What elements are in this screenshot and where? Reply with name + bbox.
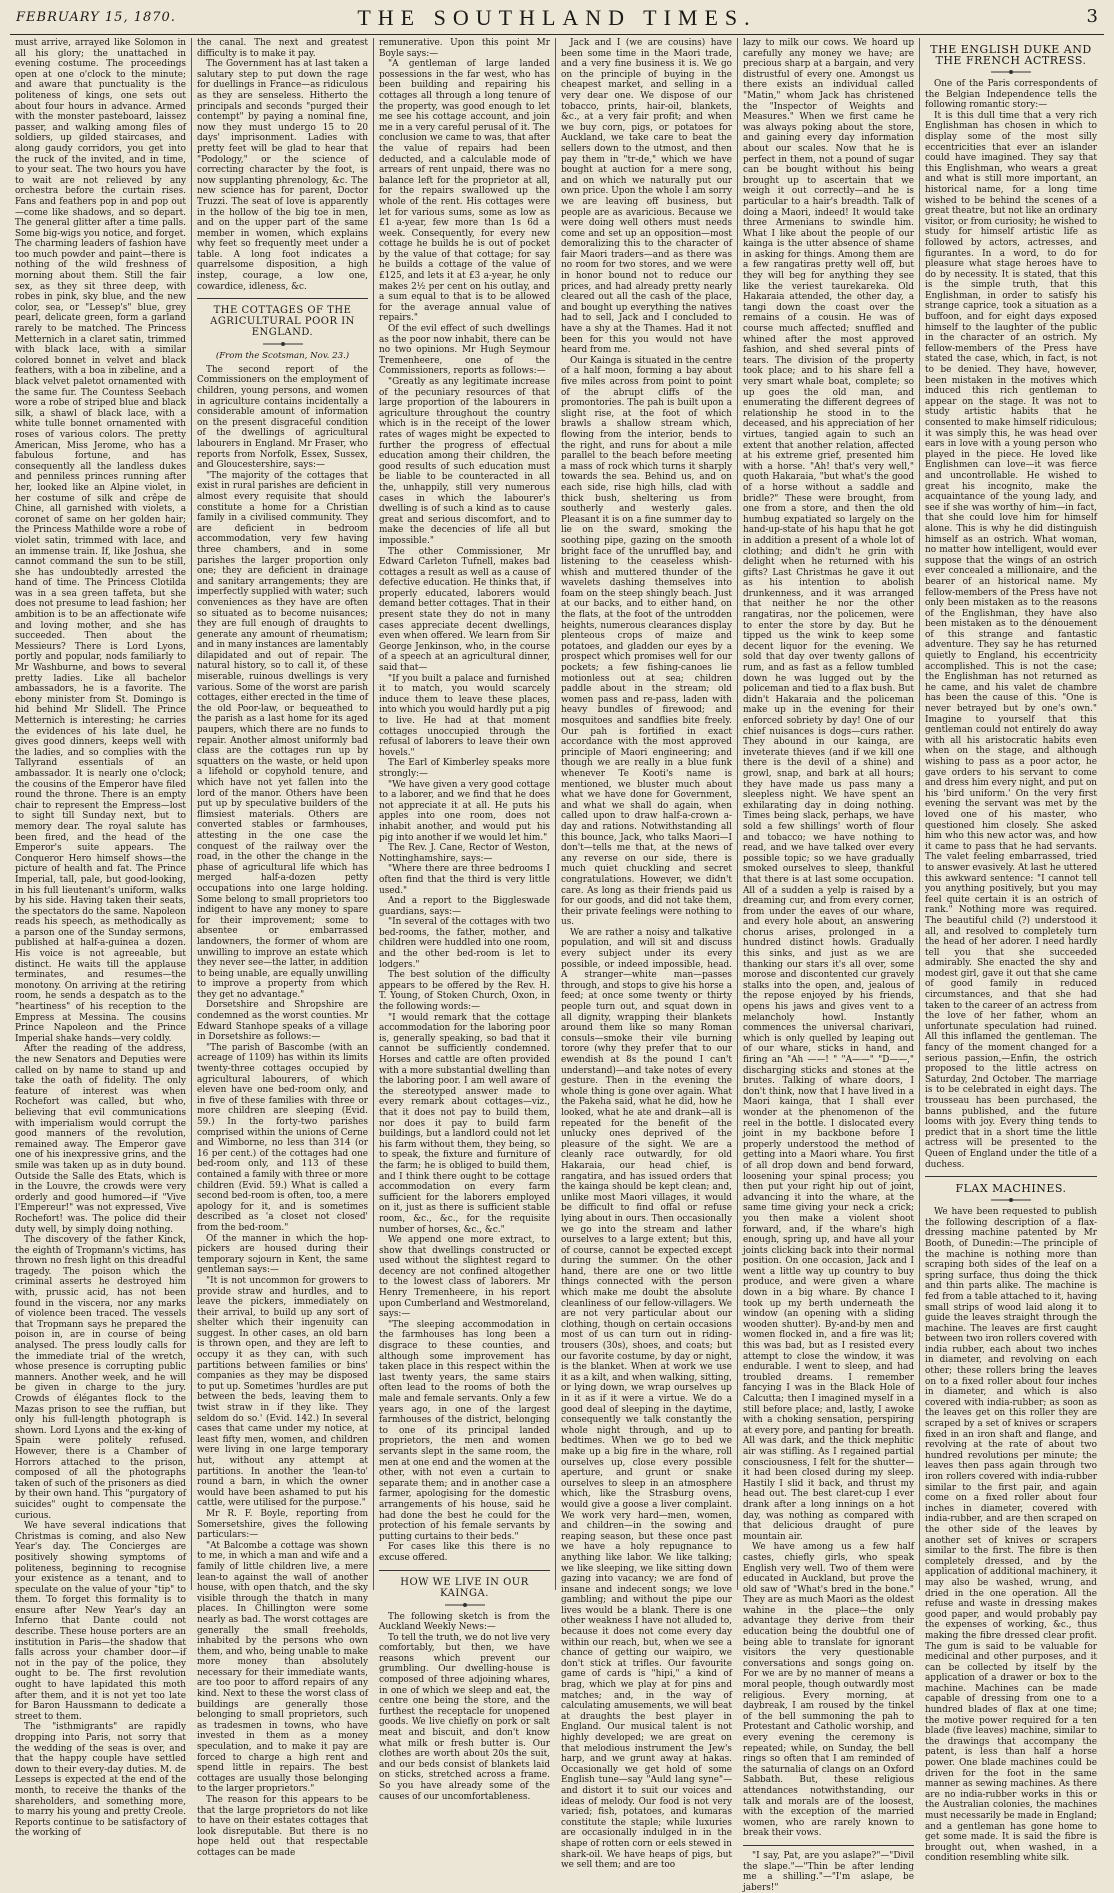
- paragraph: Of the manner in which the hop-pickers are housed during their temporary sojourn in Kent, the same gentleman says:—: [197, 1233, 368, 1276]
- paragraph: One of the Paris correspondents of the Belgian Independence tells the following romantic story:—: [925, 79, 1097, 111]
- paragraph: "The sleeping accommodation in the farmhouses has long been a disgrace to these counties, and although some improvement has taken place in this respect within the last twenty years, the same stairs often lead to the rooms of both the male and female servants. Only a few years ago, in one of the largest farmhouses of the district, belonging to one of its principal landed proprietors, the men and women servants slept in the same room, the men at one end and the women at the other, with not even a curtain to separate them; and in another case a farmer, apologising for the domestic arrangements of his house, said he had done the best he could for the protection of his female servants by putting curtains to their beds.": [379, 1319, 550, 1542]
- page-number: 3: [1086, 6, 1098, 27]
- column-5: [738, 38, 920, 1893]
- paragraph: "A gentleman of large landed possessions in the far west, who has been building and repairing his cottages all through a long tenure of the property, was good enough to let me see his cottage account, and join me in a very careful perusal of it. The conclusion we came to was, that after the value of repairs had been deducted, and a calculable mode of arrears of rent unpaid, there was no balance left for the proprietor at all, for the repairs swallowed up the whole of the rent. His cottages were let for various sums, some as low as £1 a-year, few more than 1s 6d a week. Consequently, for every new cottage he builds he is out of pocket by the value of that cottage; for say he builds a cottage of the value of £125, and lets it at £3 a-year, he only makes 2½ per cent on his outlay, and a sum equal to that is to be allowed for the average annual value of repairs.": [379, 59, 550, 324]
- column-3: [374, 38, 556, 1802]
- paragraph: "The parish of Bascombe (with an acreage of 1109) has within its limits twenty-three cottages occupied by agricultural labourers, of which eleven have one bed-room only, and in five of these families with three or more children are sleeping (Evid. 59.) In the forty-two parishes comprised within the unions of Cerne and Wimborne, no less than 314 (or 16 per cent.) of the cottages had one bed-room only, and 113 of these contained a family with three or more children (Evid. 59.) What is called a second bed-room is often, too, a mere apology for it, and is sometimes described as 'a closet not closed' from the bed-room.": [197, 1042, 368, 1233]
- ornament-divider-icon: [263, 341, 303, 347]
- paragraph: Mr R. F. Boyle, reporting from Somersetshire, gives the following particulars:—: [197, 1508, 368, 1541]
- paragraph: The Rev. J. Cane, Rector of Weston, Nottinghamshire, says:—: [379, 843, 550, 864]
- paragraph: For cases like this there is no excuse offered.: [379, 1542, 550, 1563]
- section-rule: [379, 1570, 550, 1571]
- section-rule: [197, 298, 368, 299]
- closing-joke: "I say, Pat, are you aslape?"—"Divil the slape."—"Thin be after lending me a shilling."—"I'm aslape, be jabers!": [743, 1850, 914, 1893]
- section-rule: [743, 1845, 914, 1846]
- paragraph: The discovery of the father Kinck, the eighth of Tropmann's victims, has thrown no fresh light on this dreadful tragedy. The poison which the criminal asserts he destroyed him with, prussic acid, has not been found in the viscera, nor any marks of violence been traced. The vessels that Tropmann says he prepared the poison in, are in course of being analysed. The press loudly calls for the immediate trial of the wretch, whose presence is corrupting public manners. Another week, and he will be given in charge to the jury. Crowds of élégantes flock to the Mazas prison to see the ruffian, but only his full-length photograph is shown. Lord Lyons and the ex-king of Spain were politely refused. However, there is a Chamber of Horrors attached to the prison, composed of all the photographs taken of such of the prisoners as died by their own hand. This "purgatory of suicides" ought to compensate the curious.: [15, 1235, 186, 1521]
- article-heading-english-duke: THE ENGLISH DUKE AND THE FRENCH ACTRESS.: [930, 43, 1092, 67]
- paragraph: the canal. The next and greatest difficulty is to make it pay.: [197, 38, 368, 59]
- masthead-rule: [10, 34, 1104, 35]
- paragraph: "It is not uncommon for growers to provide straw and hurdles, and to leave the pickers, immediately on their arrival, to build up any sort of shelter which their ingenuity can suggest. In other cases, an old barn is thrown open, and they are left to occupy it as they can, with such partitions between families or bins' companies as they may be disposed to put up. Sometimes 'hurdles are put between the beds, leaving them to twist straw in if they like. They seldom do so.' (Evid. 142.) In several cases that came under my notice, at least fifty men, women, and children were living in one large temporary hut, without any attempt at partitions. In another the 'lean-to' round a barn, in which the owner would have been ashamed to put his cattle, were utilised for the purpose.": [197, 1275, 368, 1509]
- newspaper-title: THE SOUTHLAND TIMES.: [357, 5, 757, 30]
- paragraph: It is this dull time that a very rich Englishman has chosen in which to display some of the most silly eccentricities that ever an islander could have imagined. They say that this Englishman, who wears a great and what is still more important, an historical name, for a long time wished to be behind the scenes of a great theatre, but not like an ordinary visitor, or from curiosity; he wished to study for himself artistic life as followed by actors, actresses, and figurantes. In a word, to do for pleasure what stage heroes have to do by necessity. It is stated, that this is the simple truth, that this Englishman, in order to satisfy his strange caprice, took a situation as a buffoon, and for eight days exposed himself to the laughter of the public in the character of an ostrich. My fellow-members of the Press have stated the case, which, in fact, is not to be denied. They have, however, been mistaken in the motives which induced this rich gentleman to appear on the stage. It was not to study artistic habits that he consented to make himself ridiculous; it was simply this, he was head over ears in love with a young person who played in the piece. He loved like Englishmen can love—it was fierce and uncontrollable. He wished to great his incognito, make the acquaintance of the young lady, and see if she was worthy of him—in fact, that she could love him for himself alone. This is why he did distinguish himself as an ostrich. What woman, no matter how intelligent, would ever suppose that the wings of an ostrich ever concealed a millionaire, and the bearer of an historical name. My fellow-members of the Press have not only been mistaken as to the reasons of the Englishman, they have also been mistaken as to the dénouement of this strange and fantastic adventure. They say he has returned quietly to England, his eccentricity accomplished. This is not the case; the Englishman has not returned as he came, and his valet de chambre has been the cause of this. "One is never betrayed but by one's own." Imagine to yourself that this gentleman could not entirely do away with all his aristocratic habits even when on the stage, and although wishing to pass as a poor actor, he gave orders to his servant to come and dress him every night, and put on his 'bird uniform.' On the very first evening the servant was met by the loved one of his master, who questioned him closely. She asked him who this new actor was, and how it came to pass that he had servants. The valet feeling embarrassed, tried to answer evasively. At last he uttered this awkward sentence: "I cannot tell you anything positively, but you may feel quite certain it is an ostrich of rank." Nothing more was required. The beautiful child (?) understood it all, and resolved to completely turn the head of her adorer. I need hardly tell you that she succeeded admirably. She enacted the shy and modest girl, gave it out that she came of good family in reduced circumstances, and that she had taken to the career of an actress from the love of her father, whom an unfortunate speculation had ruined. All this inflamed the gentleman. The fancy of the moment changed for a serious passion,—Enfin, the ostrich proposed to the little actress on Saturday, 2nd October. The marriage is to be celebrated in eight days. The trousseau has been purchased, the banns published, and the future looms with joy. Every thing tends to predict that in a short time the little actress will be presented to the Queen of England under the title of a duchess.: [925, 110, 1097, 1170]
- paragraph: And a report to the Biggleswade guardians, says:—: [379, 896, 550, 917]
- column-4: [556, 38, 738, 1871]
- paragraph: We have among us a few half castes, chiefly girls, who speak English very well. Two of them were educated in Auckland, but prove the old saw of "What's bred in the bone." They are as much Maori as the oldest wahine in the place—the only advantage they derive from their education being the doubtful one of being able to translate for ignorant visitors the very questionable conversations and songs going on. For we are by no manner of means a moral people, though outwardly most religious. Every morning, at daybreak, I am roused by the tinkel of the bell summoning the pah to Protestant and Catholic worship, and every evening the ceremony is repeated; while, on Sunday, the bell rings so often that I am reminded of the saturnalia of clangs on an Oxford Sabbath. But, these religious attendances notwithstanding, our talk and morals are of the loosest, with the exception of the married women, who are rarely known to break their vows.: [743, 1542, 914, 1839]
- paragraph: remunerative. Upon this point Mr Boyle says:—: [379, 38, 550, 59]
- column-1: [10, 38, 192, 1839]
- paragraph: Of the evil effect of such dwellings as the poor now inhabit, there can be no two opinions. Mr Hugh Seymour Tremenheere, one of the Commissioners, reports as follows:—: [379, 324, 550, 377]
- ornament-divider-icon: [991, 1197, 1031, 1203]
- column-6: [920, 38, 1102, 1864]
- paragraph: The Government has at last taken a salutary step to put down the rage for duellings in France—as ridiculous as they are senseless. Hitherto the principals and seconds "purged their contempt" by paying a nominal fine, now they must undergo 15 to 20 days' imprisonment. Ladies with pretty feet will be glad to hear that "Podology," or the science of correcting character by the foot, is now supplanting phrenology, &c. The new science has for parent, Doctor Truzzi. The seat of love is apparently in the hollow of the big toe in men, and on the upper part of the same member in women, which explains why feet so frequently meet under a table. A long foot indicates a quarrelsome disposition, a high instep, courage, a low one, cowardice, idleness, &c.: [197, 59, 368, 292]
- paragraph: We have been requested to publish the following description of a flax-dressing machine patented by Mr Booth, of Dunedin:—The principle of the machine is nothing more than scraping both sides of the leaf on a spring surface, thus doing the thick and thin parts alike. The machine is fed from a table attached to it, having small strips of wood laid along it to guide the leaves straight through the machine. The leaves are first caught between two iron rollers covered with india rubber, each about two inches in diameter, and revolving on each other; these rollers bring the leaves on to a fixed roller about four inches in diameter, and which is also covered with india-rubber; as soon as the leaves get on this roller they are scraped by a set of knives or scrapers fixed in an iron shaft and flange, and revolving at the rate of about two hundred revolutions per minute; the leaves then pass again through two iron rollers covered with india-rubber similar to the first pair, and again come on a fixed roller about four inches in diameter, covered with india-rubber, and are then scraped on the other side of the leaves by another set of knives or scrapers similar to the first. The fibre is then completely dressed, and by the application of additional machinery, it may also be washed, wrung, and dried in the one operation. All the refuse and waste in dressing makes good paper, and would probably pay the expenses of working, &c., thus making the fibre dressed clear profit. The gum is said to be valuable for medicinal and other purposes, and it can be collected by itself by the application of a drawer or box to the machine. Machines can be made capable of dressing from one to a hundred blades of flax at one time; the motive power required for a ten blade (five leaves) machine, similar to the drawings that accompany the patent, is less than half a horse power. One blade machines could be driven for the foot in the same manner as sewing machines. As there are no india-rubber works in this or the Australian colonies, the machines must necessarily be made in England; and a gentleman has gone home to get some made. It is said the fibre is brought out, when washed, in a condition resembling white silk.: [925, 1207, 1097, 1864]
- paragraph: Our Kainga is situated in the centre of a half moon, forming a bay about five miles across from point to point of the abrupt cliffs of the promontories. The pah is built upon a slight rise, at the foot of which brawls a shallow stream which, flowing from the interior, bends to the right, and runs for about a mile parallel to the beach before meeting a mass of rock which turns it sharply towards the sea. Behind us, and on each side, rise high hills, clad with thick bush, sheltering us from southerly and westerly gales. Pleasant it is on a fine summer day to lie on the sward, smoking the soothing pipe, gazing on the smooth bright face of the unruffled bay, and listening to the ceaseless whish-whish and muttered thunder of the wavelets dashing themselves into foam on the steep shingly beach. Just at our backs, and to either hand, on the flats, at the foot of the untrodden heights, numerous clearances display plenteous crops of maize and potatoes, and gladden our eyes by a prospect which promises well for our pockets; a few fishing-canoes lie motionless out at sea; children paddle about in the stream; old women pass and re-pass, laden with heavy bundles of firewood; and mosquitoes and sandflies bite freely. Our pah is fortified in exact accordance with the most approved principle of Maori engineering; and though we are really in a blue funk whenever Te Kooti's name is mentioned, we bluster much about what we have done for Government, and what we shall do again, when called upon to draw half-a-crown a-day and rations. Notwithstanding all this bounce, Jack, who talks Maori—I don't—tells me that, at the news of any reverse on our side, there is much quiet chuckling and secret congratulations. However, we didn't care. As long as their friends paid us for our goods, and did not take them, their private feelings were nothing to us.: [561, 355, 732, 928]
- paragraph: To tell the truth, we do not live very comfortably, but then, we have reasons which prevent our grumbling. Our dwelling-house is composed of three adjoining whares, in one of which we sleep and eat, the centre one being the store, and the furthest the receptacle for unopened goods. We live chiefly on pork or salt meat and biscuit, and don't know what milk or fresh butter is. Our clothes are worth about 20s the suit, and our beds consist of blankets laid on sticks, stretched across a frame. So you have already some of the causes of our uncomfortableness.: [379, 1632, 550, 1802]
- paragraph: The following sketch is from the Auckland Weekly News:—: [379, 1611, 550, 1633]
- columns: [10, 38, 1104, 1893]
- paragraph: "If you built a palace and furnished it to match, you would scarcely induce them to leave these places, into which you would hardly put a pig to live. He had at that moment cottages unoccupied through the refusal of laborers to leave their own hovels.": [379, 673, 550, 758]
- article-heading-flax-machines: FLAX MACHINES.: [955, 1182, 1067, 1196]
- paragraph: must arrive, arrayed like Solomon in all his glory; the unattached in evening costume. The proceedings open at one o'clock to the minute; and aware that punctuality is the politeness of kings, one sets out about four hours in advance. Armed with the monster pasteboard, laissez passer, and walking among files of soldiers, up gilded staircases, and along gaudy corridors, you get into the ruck of the invited, and in time, to your seat. The two hours you have to wait are not relieved by any orchestra before the curtain rises. Fans and feathers pop in and pop out—come like shadows, and so depart. The general glitter after a time palls. Some big-wigs you notice, and forget. The charming leaders of fashion have too much powder and paint—there is nothing of the wild freshness of morning about them. Still the fair sex, as they sit three deep, with robes in pink, sky blue, and the new color, sea, or "Lessep's" blue, grey pearl, delicate green, form a garland rarely to be matched. The Princess Metternich in a claret satin, trimmed with black lace, with a similar colored bonnet in velvet and black feathers, with a boa in zibeline, and a black velvet paletot ornamented with the same fur. The Countess Seebach wore a robe of striped blue and black silk, a shawl of black lace, with a white tulle bonnet ornamented with roses of various colors. The pretty American, Miss Jerome, who has a fabulous fortune, and has consequently all the landless dukes and penniless princes running after her, looked like an Alpine violet, in her costume of silk and crêpe de Chine, all garnished with violets, a coronet of same on her golden hair; the Princess Mathilde wore a robe of violet satin, trimmed with lace, and an immense train. If, like Joshua, she cannot command the sun to be still, she has undoubtedly arrested the hand of time. The Princess Clotilda was in a sea green taffeta, but she does not presume to lead fashion; her ambition is to be an affectionate wife and loving mother, and she has succeeded. Then about the Messieurs? There is Lord Lyons, portly and popular, nods familiarly to Mr Washburne, and bows to several pretty ladies. Like all bachelor ambassadors, he is a favorite. The ebony minister from St. Domingo is hid behind Mr Slidell. The Prince Metternich is interesting; he carries the evidences of his late duel, he gives good dinners, keeps well with the ladies, and so complies with the Tallyrand essentials of an ambassador. It is nearly one o'clock; the cousins of the Emperor have filed round the throne. There is an empty chair to represent the Empress—lost to sight till Sunday next, but to memory dear. The royal salute has been fired, and the head of the Emperor's suite appears. The Conqueror Hero himself shows—the picture of health and fat. The Prince Imperial, tall, pale, but good-looking, in his full lieutenant's uniform, walks by his side. Having taken their seats, the spectators do the same. Napoleon reads his speech, as methodically as a parson one of the Sunday sermons, published at half-a-guinea a dozen. His voice is not agreeable, but distinct. He waits till the applause terminates, and resumes—the monotony. On arriving at the retiring room, he sends a despatch as to the "heartiness" of his reception to the Empress at Messina. The cousins Prince Napoleon and the Prince Imperial shake hands—very coldly.: [15, 38, 186, 1044]
- ornament-divider-icon: [991, 69, 1031, 75]
- paragraph: Dorsetshire and Shropshire are condemned as the worst counties. Mr Edward Stanhope speaks of a village in Dorsetshire as follows:—: [197, 1000, 368, 1043]
- column-2: [192, 38, 374, 1858]
- paragraph: We are rather a noisy and talkative population, and will sit and discuss every subject under its every possible, or indeed impossible, head. A stranger—white man—passes through, and stops to give his horse a feed; at once some twenty or thirty people turn out, and squat down in all dignity, wrapping their blankets around them like so many Roman consuls—smoke their vile burning torore (why they prefer that to our ewendish at 8s the pound I can't understand)—and take notes of every gesture. Then in the evening the whole thing is gone over again. What the Pakeha said, what he did, how he looked, what he ate and drank—all is repeated for the benefit of the unlucky ones deprived of the pleasure of the sight. We are a cleanly race outwardly, for old Hakaraia, our head chief, is rangatira, and has issued orders that the kainga should be kept clean; and, unlike most Maori villages, it would be difficult to find offal or refuse lying about in ours. Then occasionally we go into the stream and lather ourselves to a large extent; but this, of course, cannot be expected except during the summer. On the other hand, there are one or two little things connected with the person which make me doubt the absolute cleanliness of our fellow-villagers. We are not very particular about our clothing, though on certain occasions most of us can turn out in riding-trousers (30s), shoes, and coats; but our favorite costume, by day or night, is the blanket. When at work we use it as a kilt, and when walking, sitting, or lying down, we wrap ourselves up in it as if it were a virtue. We do a good deal of sleeping in the daytime, consequently we talk constantly the whole night through, and up to bedtimes. When we go to bed we make up a big fire in the whare, roll ourselves up, close every possible aperture, and grunt or snake ourselves to sleep in an atmosphere which, like the Strasburg ovens, would give a goose a liver complaint. We work very hard—men, women, and children—in the sowing and reaping season, but these once past we have a holy repugnance to anything like labor. We like talking; we like sleeping, we like sitting down gazing into vacancy; we are fond of insane and indecent songs; we love gambling; and without the pipe our lives would be a blank. There is one other weakness I have not alluded to, because it does not come every day within our reach, but, when we see a chance of getting our waipiro, we don't stick at trifles. Our favourite game of cards is "hipi," a kind of brag, which we play at for pins and matches; and, in the way of calculating amusements, we will beat at draughts the best player in England. Our musical talent is not highly developed; we are great on that melodious instrument the Jew's harp, and we grunt away at hakas. Occasionally we get hold of some English tune—say "Auld lang syne"—and distort it to suit our voices and ideas of melody. Our food is not very varied; fish, potatoes, and kumaras constitute the staple; while luxuries are occasionally indulged in in the shape of rotten corn or eels stewed in shark-oil. We have heaps of pigs, but we sell them; and are too: [561, 927, 732, 1871]
- paragraph: "Greatly as any legitimate increase of the pecuniary resources of that large proportion of the labourers in agriculture throughout the country which is in the receipt of the lower rates of wages might be expected to further the progress of effectual education among their children, the good results of such education must be liable to be counteracted in all the, unhappily, still very numerous cases in which the labourer's dwelling is of such a kind as to cause great and serious discomfort, and to make the decencies of life all but impossible.": [379, 377, 550, 546]
- paragraph: After the reading of the address, the new Senators and Deputies were called on by name to stand up and take the oath of fidelity. The only feature of interest was when Rochefort was called, but who, believing that evil communications with imperialism would corrupt the good manners of the revolution, remained away. The Emperor gave one of his inexpressive grins, and the smile was taken up as in duty bound. Outside the Salle des Etats, which is in the Louvre, the crowds were very orderly and good humored—if "Vive l'Empereur!" was not expressed, Vive Rochefort! was. The police did their duty well, by simply doing nothing.: [15, 1044, 186, 1235]
- issue-date: FEBRUARY 15, 1870.: [16, 10, 176, 25]
- paragraph: We have several indications that Christmas is coming, and also New Year's day. The Concierges are positively showing symptoms of politeness, beginning to recognise your existence as a tenant, and to speculate on the value of your "tip" to them. To forget this formality is to ensure after New Year's day an Inferno that Dante could not describe. These house porters are an institution in Paris—the shadow that falls across your chamber door—if not in the pay of the police, they ought to be. The first revolution ought to have lapidated this moth after them, and it is not yet too late for Baron Haussmann to dedicate a street to them.: [15, 1521, 186, 1722]
- paragraph: The Earl of Kimberley speaks more strongly:—: [379, 758, 550, 779]
- paragraph: The other Commissioner, Mr Edward Carleton Tufnell, makes bad cottages a result as well as a cause of defective education. He thinks that, if properly educated, laborers would demand better cottages. That in their present state they do not in many cases appreciate decent dwellings, even when offered. We learn from Sir George Jenkinson, who, in the course of a speech at an agricultural dinner, said that—: [379, 546, 550, 674]
- paragraph: "In several of the cottages with two bed-rooms, the father, mother, and children were huddled into one room, and the other bed-room is let to lodgers.": [379, 917, 550, 970]
- paragraph: "I would remark that the cottage accommodation for the laboring poor is, generally speaking, so bad that it cannot be sufficiently condemned. Horses and cattle are often provided with a more substantial dwelling than the laboring poor. I am well aware of the stereotyped answer made to every remark about cottages—viz., that it does not pay to build them, nor does it pay to build farm buildings, but a landlord could not let his farm without them, they being, so to speak, the fixture and furniture of the farm; he is obliged to build them, and I think there ought to be cottage accommodation on every farm sufficient for the laborers employed on it, just as there is sufficient stable room, &c., &c., for the requisite number of horses, &c., &c.": [379, 1012, 550, 1235]
- paragraph: The reason for this appears to be that the large proprietors do not like to have on their estates cottages that look disreputable. But there is no hope held out that respectable cottages can be made: [197, 1795, 368, 1858]
- masthead: [10, 4, 1104, 34]
- paragraph: The second report of the Commissioners on the employment of children, young persons, and women in agriculture contains incidentally a considerable amount of information on the present disgraceful condition of the dwellings of agricultural labourers in England. Mr Fraser, who reports from Norfolk, Essex, Sussex, and Gloucestershire, says:—: [197, 364, 368, 471]
- paragraph: "The majority of the cottages that exist in rural parishes are deficient in almost every requisite that should constitute a home for a Christian family in a civilised community. They are deficient in bedroom accommodation, very few having three chambers, and in some parishes the larger proportion only one; they are deficient in drainage and sanitary arrangements; they are imperfectly supplied with water; such conveniences as they have are often so situated as to become nuisances; they are full enough of draughts to generate any amount of rheumatism; and in many instances are lamentably dilapidated and out of repair. The natural history, so to call it, of these miserable, ruinous dwellings is very various. Some of the worst are parish cottages, either erected in the time of the old Poor-law, or bequeathed to the parish as a last home for its aged paupers, which there are no funds to repair. Another almost uniformly bad class are the cottages run up by squatters on the waste, or held upon a lifehold or copyhold tenure, and which have not yet fallen into the lord of the manor. Others have been put up by speculative builders of the flimsiest materials. Others are converted stables or farmhouses, attesting in the one case the conquest of the railway over the road, in the other the change in the phase of agricultural life which has merged half-a-dozen petty occupations into one large holding. Some belong to small proprietors too indigent to have any money to spare for their improvement; some to absentee or embarrassed landowners, the former of whom are unwilling to improve an estate which they never see—the latter, in addition to being unable, are equally unwilling to improve a property from which they get no advantage.": [197, 470, 368, 1000]
- paragraph: "We have given a very good cottage to a laborer, and we find that he does not appreciate it at all. He puts his apples into one room, does not inhabit another, and would put his pig into another if we would let him.": [379, 779, 550, 843]
- ornament-divider-icon: [445, 1602, 485, 1608]
- article-heading-cottages: THE COTTAGES OF THE AGRICULTURAL POOR IN ENGLAND.: [210, 305, 355, 339]
- paragraph: The "isthmigrants" are rapidly dropping into Paris, not sorry that the wedding of the seas is over, and that the happy couple have settled down to their every-day duties. M. de Lesseps is expected at the end of the month, to receive the thanks of the shareholders, and something more, to marry his young and pretty Creole. Reports continue to be satisfactory of the working of: [15, 1722, 186, 1839]
- paragraph: lazy to milk our cows. We hoard up carefully any money we have; are precious sharp at a bargain, and very distrustful of every one. Amongst us there exists an individual called "Matin," whom Jack has christened the "Inspector of Weights and Measures." When we first came he was always poking about the store, and gaining every day information about our scales. Now that he is perfect in them, not a pound of sugar can be bought without his being brought up to ascertain that we weigh it out correctly—and he is particular to a hair's breadth. Talk of doing a Maori, indeed! It would take three Armenians to swindle him. What I like about the people of our kainga is the utter absence of shame in asking for things. Among them are a few rangatiras pretty well off, but they will beg for anything they see like the veriest taurekareka. Old Hakaraia attended, the other day, a tangi down the coast over the remains of a cousin. He was of course much affected; snuffled and whined after the most approved fashion, and shed several pints of tears. The division of the property took place; and to his share fell a very smart whale boat, complete; so up goes the old man, and enumerating the different degrees of relationship he stood in to the deceased, and his appreciation of her virtues, tangied again to such an extent that another relation, affected at his extreme grief, presented him with a horse. "Ah! that's very well," quoth Hakaraia, "but what's the good of a horse without a saddle and bridle?" These were brought, from one from a store, and then the old humbug expatiated so largely on the hand-up-state of his hapu that he got in addition a present of a whole lot of clothing; and didn't he grin with delight when he returned with his gifts? Last Christmas he gave it out as his intention to abolish drunkenness, and it was arranged that neither he nor the other rangatiras, nor the policemen, were to enter the store by day. But he tipped us the wink to keep some decent liquor for the evening. We sold that day over twenty gallons of rum, and as fast as a fellow tumbled down he was lugged out by the policeman and tied to a flax bush. But didn't Hakaraia and the policeman make up in the evening for their enforced sobriety by day! One of our chief nuisances is dogs—curs rather. They abound in our kainga, are inveterate thieves (and if we kill one there is the devil of a shine) and growl, snap, and bark at all hours; they have made us pass many a sleepless night. We have spent an exhilarating day in doing nothing. Times being slack, perhaps, we have sold a few shillings' worth of flour and tobacco; we have nothing to read, and we have talked over every possible topic; so we have gradually smoked ourselves to sleep, thankful that there is at last some occupation. All of a sudden a yelp is raised by a dreaming cur, and from every corner, from under the eaves of our whare, and every hole about, an answering chorus arises, prolonged in a hundred distinct howls. Gradually this sinks, and just as we are thanking our stars it's all over, some morose and discontented cur gravely stalks into the open, and, jealous of the repose enjoyed by his friends, opens his jaws and gives vent to a melancholy howl. Instantly commences the universal charivari, which is only quelled by leaping out of our whare, sticks in hand, and firing an "Ah ——! " "A——" "D——," discharging sticks and stones at the brutes. Talking of whare doors, I don't think, now that I have lived in a Maori kainga, that I shall ever wonder at the phenomenon of the reel in the bottle. I dislocated every joint in my backbone before I properly understood the method of getting into a Maori whare. You first of all drop down and bend forward, loosening your spinal process; you then put your right hip out of joint, advancing it into the whare, at the same time giving your neck a crick; you then make a violent shoot forward, and, if the whare's high enough, spring up, and have all your joints clicking back into their normal position. On one occasion, Jack and I went a little way up country to buy produce, and were given a whare down in a big whare. By chance I took up my berth underneath the window (an opening with a sliding wooden shutter). By-and-by men and women flocked in, and a fire was lit; this was bad, but as I resisted every attempt to close the window, it was endurable. I went to sleep, and had troubled dreams. I remember fancying I was in the Black Hole of Calcutta; then I imagined myself in a still before place; and, lastly, I awoke with a choking sensation, perspiring at every pore, and panting for breath. All was dark, and the thick mephitic air was stifling. As I regained partial consciousness, I felt for the shutter—it had been closed during my sleep. Hastily I slid it back, and thrust my head out. The best claret-cup I ever drank after a long innings on a hot day, was nothing as compared with that delicious draught of pure mountain air.: [743, 38, 914, 1542]
- article-source: (From the Scotsman, Nov. 23.): [215, 351, 350, 362]
- section-rule: [925, 1176, 1097, 1177]
- paragraph: "Where there are three bedrooms I often find that the third is very little used.": [379, 864, 550, 896]
- paragraph: We append one more extract, to show that dwellings constructed or used without the slightest regard to decency are not confined altogether to the lowest class of laborers. Mr Henry Tremenheere, in his report upon Cumberland and Westmoreland, says:—: [379, 1235, 550, 1320]
- paragraph: The best solution of the difficulty appears to be offered by the Rev. H. T. Young, of Stoken Church, Oxon, in the following words:—: [379, 970, 550, 1013]
- paragraph: Jack and I (we are cousins) have been some time in the Maori trade, and a very fine business it is. We go on the principle of buying in the cheapest market, and selling in a very dear one. We dispose of our tobacco, prints, hair-oil, blankets, &c., at a very fair profit; and when we buy corn, pigs, or potatoes for Auckland, we take care to beat the sellers down to the utmost, and then pay them in "tr-de," which we have bought at auction for a mere song, and on which we naturally put our own price. Upon the whole I am sorry we are leaving off business, but people are as avaricious. Because we were doing well others must needs come and set up an opposition—most demoralizing this to the character of fair Maori traders—and as there was no room for two stores, and we were in honor bound not to reduce our prices, and had already pretty nearly cleared out all the cash of the place, and bought up everything the natives had to sell, Jack and I concluded to have a shy at the Thames. Had it not been for this you would not have heard from me.: [561, 38, 732, 356]
- paragraph: "At Balcombe a cottage was shown to me, in which a man and wife and a family of little children live, a mere lean-to against the wall of another house, with open thatch, and the sky visible through the thatch in many places. In Chillington were some nearly as bad. The worst cottages are generally the small freeholds, inhabited by the persons who own them, and who, being unable to make more money than absolutely necessary for their immediate wants, are too poor to afford repairs of any kind. Next to these the worst class of buildings are generally those belonging to small proprietors, such as tradesmen in towns, who have invested in them as a money speculation, and to make it pay are forced to charge a high rent and spend little in repairs. The best cottages are usually those belonging to the larger proprietors.": [197, 1540, 368, 1795]
- article-heading-kainga: HOW WE LIVE IN OUR KAINGA.: [400, 1576, 529, 1599]
